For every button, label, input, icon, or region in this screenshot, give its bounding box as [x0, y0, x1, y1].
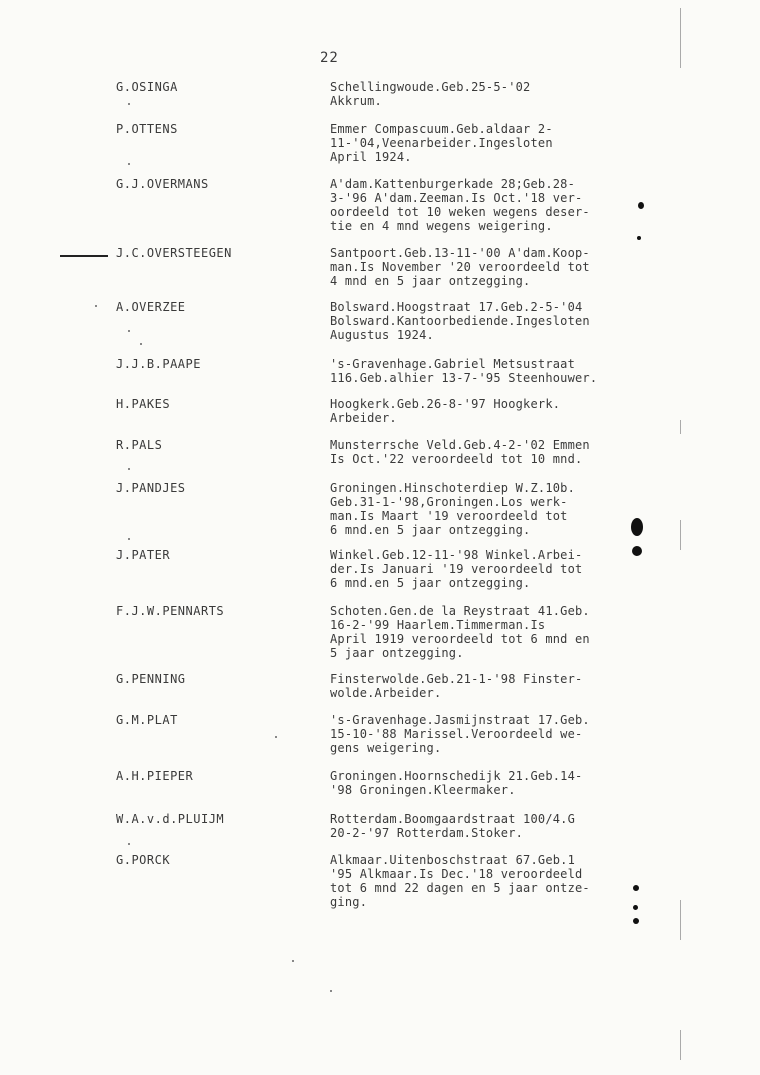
- person-name: G.PENNING: [116, 672, 186, 686]
- scan-speck: [275, 736, 277, 738]
- person-details: Bolsward.Hoogstraat 17.Geb.2-5-'04 Bolsward.Kantoorbediende.Ingesloten Augustus 1924.: [330, 300, 590, 342]
- ink-dot: [633, 885, 639, 891]
- person-name: W.A.v.d.PLUIJM: [116, 812, 225, 826]
- person-name: G.PORCK: [116, 853, 171, 867]
- person-details: Alkmaar.Uitenboschstraat 67.Geb.1 '95 Alkmaar.Is Dec.'18 veroordeeld tot 6 mnd 22 dagen en 5 jaar ontze- ging.: [330, 853, 590, 909]
- ink-dot: [637, 236, 641, 240]
- person-details: Emmer Compascuum.Geb.aldaar 2- 11-'04,Veenarbeider.Ingesloten April 1924.: [330, 122, 553, 164]
- person-details: Santpoort.Geb.13-11-'00 A'dam.Koop- man.Is November '20 veroordeeld tot 4 mnd en 5 jaar ontzegging.: [330, 246, 590, 288]
- person-details: A'dam.Kattenburgerkade 28;Geb.28- 3-'96 A'dam.Zeeman.Is Oct.'18 ver- oordeeld tot 10 weken wegens deser- tie en 4 mnd wegens weigering.: [330, 177, 590, 233]
- punch-hole: [632, 546, 642, 556]
- scan-speck: [128, 538, 130, 540]
- person-name: P.OTTENS: [116, 122, 178, 136]
- person-name: G.M.PLAT: [116, 713, 178, 727]
- punch-hole: [631, 518, 643, 536]
- person-name: H.PAKES: [116, 397, 171, 411]
- scan-speck: [128, 103, 130, 105]
- edge-mark: [680, 420, 681, 434]
- person-details: Schoten.Gen.de la Reystraat 41.Geb. 16-2-'99 Haarlem.Timmerman.Is April 1919 veroordeeld tot 6 mnd en 5 jaar ontzegging.: [330, 604, 590, 660]
- scan-speck: [128, 163, 130, 165]
- edge-mark: [680, 520, 681, 550]
- edge-mark: [680, 1030, 681, 1060]
- person-details: 's-Gravenhage.Gabriel Metsustraat 116.Geb.alhier 13-7-'95 Steenhouwer.: [330, 357, 598, 385]
- page-number: 22: [320, 50, 339, 66]
- person-name: J.C.OVERSTEEGEN: [116, 246, 232, 260]
- person-name: G.OSINGA: [116, 80, 178, 94]
- edge-mark: [680, 900, 681, 940]
- ink-dot: [633, 905, 638, 910]
- person-name: J.PATER: [116, 548, 171, 562]
- person-details: Finsterwolde.Geb.21-1-'98 Finster- wolde.Arbeider.: [330, 672, 583, 700]
- person-name: A.OVERZEE: [116, 300, 186, 314]
- scan-speck: [330, 990, 332, 992]
- person-name: R.PALS: [116, 438, 163, 452]
- scan-speck: [128, 843, 130, 845]
- scan-speck: [140, 343, 142, 345]
- person-details: Groningen.Hoornschedijk 21.Geb.14- '98 Groningen.Kleermaker.: [330, 769, 583, 797]
- person-details: Munsterrsche Veld.Geb.4-2-'02 Emmen Is Oct.'22 veroordeeld tot 10 mnd.: [330, 438, 590, 466]
- person-details: Groningen.Hinschoterdiep W.Z.10b. Geb.31-1-'98,Groningen.Los werk- man.Is Maart '19 veroordeeld tot 6 mnd.en 5 jaar ontzegging.: [330, 481, 576, 537]
- scan-speck: [128, 468, 130, 470]
- person-name: J.J.B.PAAPE: [116, 357, 201, 371]
- scan-speck: [128, 330, 130, 332]
- ink-dot: [638, 202, 644, 209]
- person-details: Rotterdam.Boomgaardstraat 100/4.G 20-2-'97 Rotterdam.Stoker.: [330, 812, 576, 840]
- person-details: Schellingwoude.Geb.25-5-'02 Akkrum.: [330, 80, 531, 108]
- person-details: Hoogkerk.Geb.26-8-'97 Hoogkerk. Arbeider.: [330, 397, 561, 425]
- person-name: G.J.OVERMANS: [116, 177, 209, 191]
- person-name: A.H.PIEPER: [116, 769, 194, 783]
- ink-dot: [633, 918, 639, 924]
- person-name: F.J.W.PENNARTS: [116, 604, 225, 618]
- person-details: 's-Gravenhage.Jasmijnstraat 17.Geb. 15-10-'88 Marissel.Veroordeeld we- gens weigering.: [330, 713, 590, 755]
- edge-mark: [680, 8, 681, 68]
- person-details: Winkel.Geb.12-11-'98 Winkel.Arbei- der.Is Januari '19 veroordeeld tot 6 mnd.en 5 jaar ontzegging.: [330, 548, 583, 590]
- scan-speck: [95, 305, 97, 307]
- scan-speck: [292, 960, 294, 962]
- person-name: J.PANDJES: [116, 481, 186, 495]
- margin-pen-stroke: [60, 255, 108, 257]
